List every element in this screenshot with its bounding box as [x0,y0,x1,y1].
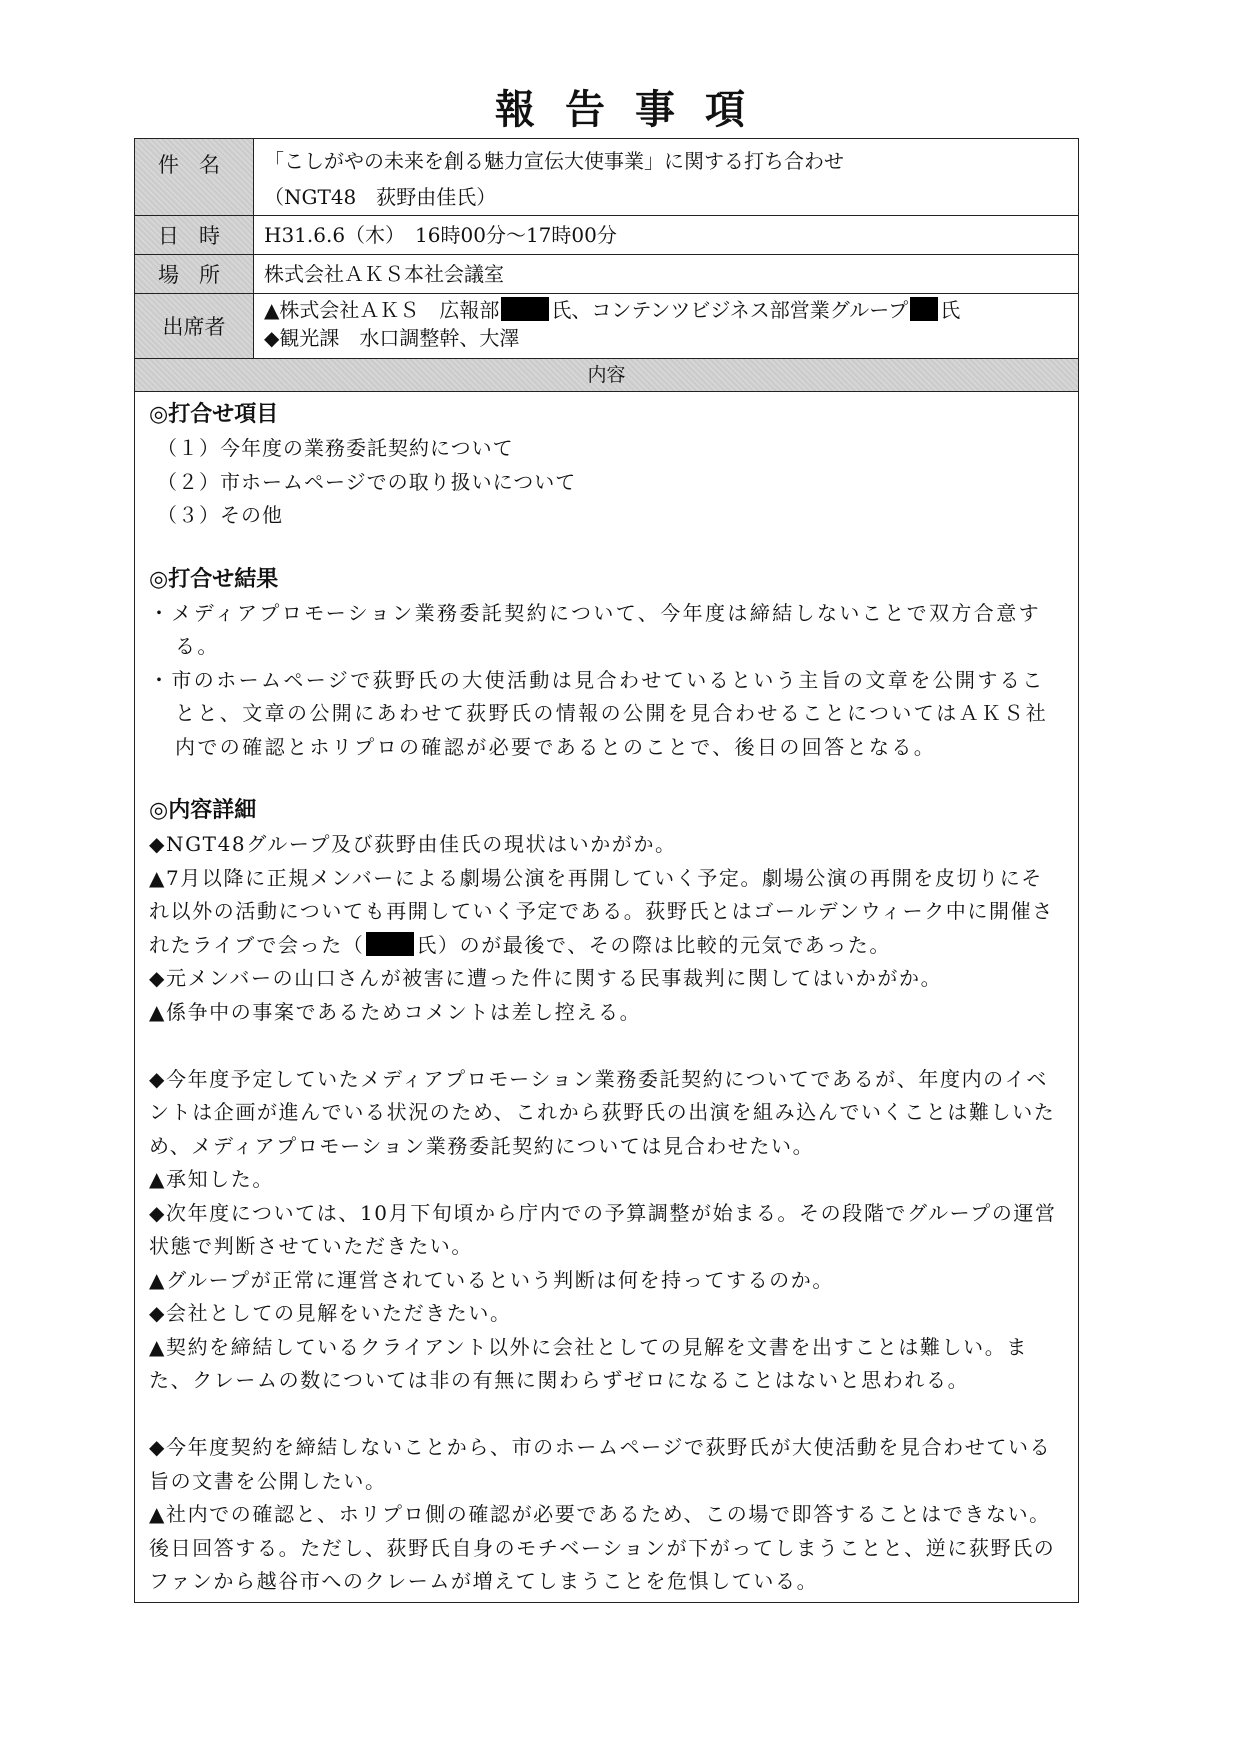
redaction-box [501,297,549,321]
date-value: H31.6.6（木） 16時00分～17時00分 [264,223,617,247]
attendees-line-1 [264,296,1068,324]
detail-paragraph: ▲社内での確認と、ホリプロ側の確認が必要であるため、この場で即答することはできない。後日回答する。ただし、荻野氏自身のモチベーションが下がってしまうことと、逆に荻野氏のファンから越谷市へのクレームが増えてしまうことを危惧している。 [149,1502,1056,1593]
detail-paragraph: ▲係争中の事案であるためコメントは差し控える。 [149,999,642,1024]
report-table [134,138,1079,1603]
detail-paragraph: ◆元メンバーの山口さんが被害に遭った件に関する民事裁判に関してはいかがか。 [149,966,943,990]
list-item: （２）市ホームページでの取り扱いについて [157,469,577,494]
spacer [149,1398,1064,1432]
attendees-row [135,294,1078,359]
detail-text: ▲7月以降に正規メンバーによる劇場公演を再開していく予定。劇場公演の再開を皮切りにそれ以外の活動についても再開していく予定である。荻野氏とはゴールデンウィーク中に開催されたライブで会った（ [149,865,1054,957]
details-heading: ◎内容詳細 [149,798,257,823]
place-value: 株式会社ＡＫＳ本社会議室 [264,262,504,286]
items-section [149,398,1064,533]
attendees-company: ▲株式会社ＡＫＳ 広報部 [264,298,500,322]
detail-paragraph: ◆NGT48グループ及び荻野由佳氏の現状はいかがか。 [149,832,677,856]
place-label: 場所 [135,255,254,293]
detail-paragraph: ◆会社としての見解をいただきたい。 [149,1301,512,1325]
attendees-label: 出席者 [135,294,254,358]
content-header: 内容 [135,359,1078,392]
list-item: （３）その他 [157,503,283,527]
details-section [149,794,1064,1599]
detail-paragraph [149,862,1064,963]
result-item: ・メディアプロモーション業務委託契約について、今年度は締結しないことで双方合意する。 [149,600,1041,658]
detail-paragraph: ◆今年度契約を締結しないことから、市のホームページで荻野氏が大使活動を見合わせている旨の文書を公開したい。 [149,1435,1052,1493]
subject-line-1: 「こしがやの未来を創る魅力宣伝大使事業」に関する打ち合わせ [264,149,844,173]
date-label: 日時 [135,216,254,254]
results-heading: ◎打合せ結果 [149,566,279,592]
attendees-line-2: ◆観光課 水口調整幹、大澤 [264,326,520,350]
spacer [149,1029,1064,1063]
results-section [149,563,1064,765]
subject-line-2: （NGT48 荻野由佳氏） [264,185,497,209]
result-item: ・市のホームページで荻野氏の大使活動は見合わせているという主旨の文章を公開することと、文章の公開にあわせて荻野氏の情報の公開を見合わせることについてはＡＫＳ社内での確認とホリプロの確認が必要であるとのことで、後日の回答となる。 [149,667,1049,759]
detail-paragraph: ▲契約を締結しているクライアント以外に会社としての見解を文書を出すことは難しい。また、クレームの数については非の有無に関わらずゼロになることはないと思われる。 [149,1334,1028,1392]
list-item: （１）今年度の業務委託契約について [157,436,514,460]
attendees-value [254,294,1078,358]
redaction-box [366,932,414,956]
attendees-suffix: 氏 [940,298,961,322]
subject-label: 件名 [135,139,254,215]
detail-paragraph: ◆次年度については、10月下旬頃から庁内での予算調整が始まる。その段階でグループの運営状態で判断させていただきたい。 [149,1200,1057,1258]
content-body [135,392,1078,1602]
items-heading: ◎打合せ項目 [149,402,279,427]
subject-row [135,139,1078,216]
attendees-dept: 氏、コンテンツビジネス部営業グループ [551,298,909,322]
date-row [135,216,1078,255]
subject-value [254,139,1078,215]
place-row [135,255,1078,294]
detail-paragraph: ◆今年度予定していたメディアプロモーション業務委託契約についてであるが、年度内のイベントは企画が進んでいる状況のため、これから荻野氏の出演を組み込んでいくことは難しいため、メディアプロモーション業務委託契約については見合わせたい。 [149,1066,1056,1158]
document-title: 報告事項 [495,87,775,133]
detail-paragraph: ▲グループが正常に運営されているという判断は何を持ってするのか。 [149,1267,834,1292]
detail-paragraph: ▲承知した。 [149,1167,274,1191]
detail-text: 氏）のが最後で、その際は比較的元気であった。 [416,932,892,957]
redaction-box [910,297,938,321]
